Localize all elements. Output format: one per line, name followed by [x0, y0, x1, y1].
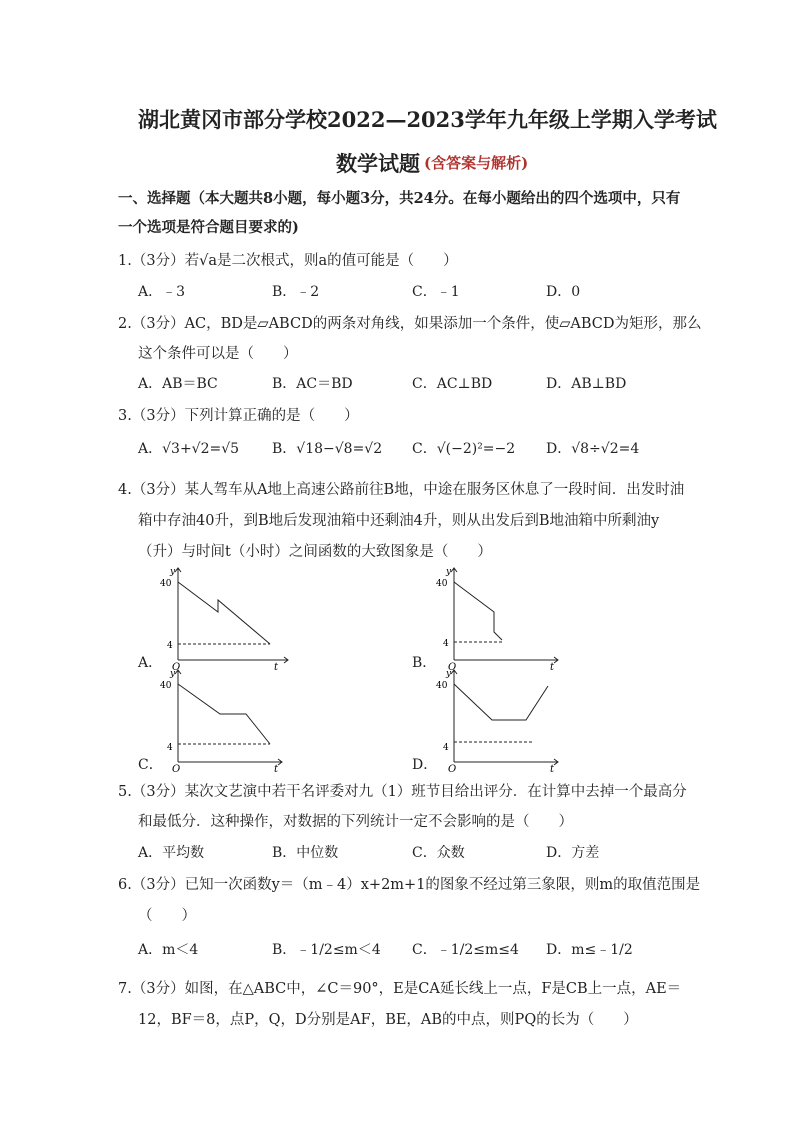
option-4d: D． — [412, 757, 438, 773]
question-number: 5. — [118, 784, 132, 800]
question-7 — [118, 977, 681, 998]
question-text: 某次文艺演中若干名评委对九（1）班节目给出评分．在计算中去掉一个最高分 — [184, 784, 687, 800]
question-number: 2. — [118, 316, 132, 332]
question-text: 下列计算正确的是（ ） — [184, 408, 359, 424]
graph-b — [434, 562, 574, 672]
option-3c: C．√(−2)²=−2 — [412, 441, 516, 457]
question-score: （3分） — [131, 981, 185, 997]
option-1a: A．﹣3 — [138, 284, 186, 300]
graph-d — [434, 664, 574, 774]
question-4-cont2: （升）与时间t（小时）之间函数的大致图象是（ ） — [138, 544, 492, 560]
tick-40: 40 — [436, 579, 448, 589]
axis-y-label: y — [170, 567, 176, 577]
option-5d: D．方差 — [546, 845, 600, 861]
option-5b: B．中位数 — [272, 845, 339, 861]
option-3b: B．√18−√8=√2 — [272, 441, 383, 457]
tick-4: 4 — [167, 743, 173, 753]
question-4 — [118, 478, 684, 499]
axis-t-label: t — [274, 764, 279, 774]
section-header-cont: 一个选项是符合题目要求的) — [118, 219, 299, 236]
option-4b: B． — [412, 655, 437, 671]
question-7-cont: 12，BF＝8，点P，Q，D分别是AF，BE，AB的中点，则PQ的长为（ ） — [138, 1012, 638, 1028]
question-2-cont: 这个条件可以是（ ） — [138, 346, 298, 362]
question-score: （3分） — [131, 482, 185, 498]
question-score: （3分） — [131, 316, 185, 332]
option-2a: A．AB＝BC — [138, 376, 218, 392]
question-score: （3分） — [131, 784, 185, 800]
axis-t-label: t — [550, 764, 555, 774]
question-score: （3分） — [131, 877, 185, 893]
axis-t-label: t — [274, 662, 279, 672]
axis-y-label: y — [446, 567, 452, 577]
origin-label: O — [172, 662, 181, 672]
option-5a: A．平均数 — [138, 845, 205, 861]
tick-40: 40 — [436, 681, 448, 691]
option-2c: C．AC⊥BD — [412, 376, 493, 392]
axis-y-label: y — [170, 669, 176, 679]
question-4-cont: 箱中存油40升，到B地后发现油箱中还剩油4升，则从出发后到B地油箱中所剩油y — [138, 513, 660, 529]
question-number: 6. — [118, 877, 132, 893]
question-number: 1. — [118, 253, 132, 269]
question-number: 3. — [118, 408, 132, 424]
question-score: （3分） — [131, 253, 185, 269]
tick-40: 40 — [160, 579, 172, 589]
origin-label: O — [448, 764, 457, 774]
option-1b: B．﹣2 — [272, 284, 320, 300]
question-text: AC，BD是▱ABCD的两条对角线，如果添加一个条件，使▱ABCD为矩形，那么 — [184, 316, 702, 332]
question-score: （3分） — [131, 408, 185, 424]
axis-y-label: y — [446, 669, 452, 679]
question-6 — [118, 873, 700, 894]
question-1 — [118, 249, 458, 270]
question-text: 已知一次函数y＝（m﹣4）x+2m+1的图象不经过第三象限，则m的取值范围是 — [184, 877, 701, 893]
option-6b: B．﹣1/2≤m＜4 — [272, 942, 381, 958]
option-6d: D．m≤﹣1/2 — [546, 942, 633, 958]
option-3a: A．√3+√2=√5 — [138, 441, 240, 457]
option-2b: B．AC＝BD — [272, 376, 353, 392]
question-3 — [118, 404, 359, 425]
option-4c: C． — [138, 757, 163, 773]
graph-c — [158, 664, 298, 774]
question-5 — [118, 780, 687, 801]
tick-4: 4 — [443, 743, 449, 753]
question-text: 如图，在△ABC中，∠C＝90°，E是CA延长线上一点，F是CB上一点，AE＝ — [184, 981, 682, 997]
option-5c: C．众数 — [412, 845, 465, 861]
axis-t-label: t — [550, 662, 555, 672]
option-1c: C．﹣1 — [412, 284, 460, 300]
option-1d: D．0 — [546, 284, 581, 300]
origin-label: O — [172, 764, 181, 774]
doc-title-line2: 数学试题 — [336, 151, 420, 176]
section-header: 一、选择题（本大题共8小题，每小题3分，共24分。在每小题给出的四个选项中，只有 — [118, 190, 681, 207]
graph-a — [158, 562, 298, 672]
doc-title-line1: 湖北黄冈市部分学校2022—2023学年九年级上学期入学考试 — [138, 107, 717, 132]
question-number: 7. — [118, 981, 132, 997]
doc-title-tag: (含答案与解析) — [424, 154, 529, 172]
tick-4: 4 — [443, 639, 449, 649]
tick-4: 4 — [167, 641, 173, 651]
question-number: 4. — [118, 482, 132, 498]
question-2 — [118, 312, 701, 333]
question-text: 某人驾车从A地上高速公路前往B地，中途在服务区休息了一段时间．出发时油 — [184, 482, 685, 498]
option-6c: C．﹣1/2≤m≤4 — [412, 942, 519, 958]
option-4a: A． — [138, 655, 163, 671]
origin-label: O — [448, 662, 457, 672]
option-2d: D．AB⊥BD — [546, 376, 627, 392]
option-3d: D．√8÷√2=4 — [546, 441, 640, 457]
question-6-cont: （ ） — [138, 908, 196, 924]
question-text: 若√a是二次根式，则a的值可能是（ ） — [184, 253, 458, 269]
question-5-cont: 和最低分．这种操作，对数据的下列统计一定不会影响的是（ ） — [138, 814, 573, 830]
option-6a: A．m＜4 — [138, 942, 199, 958]
tick-40: 40 — [160, 681, 172, 691]
